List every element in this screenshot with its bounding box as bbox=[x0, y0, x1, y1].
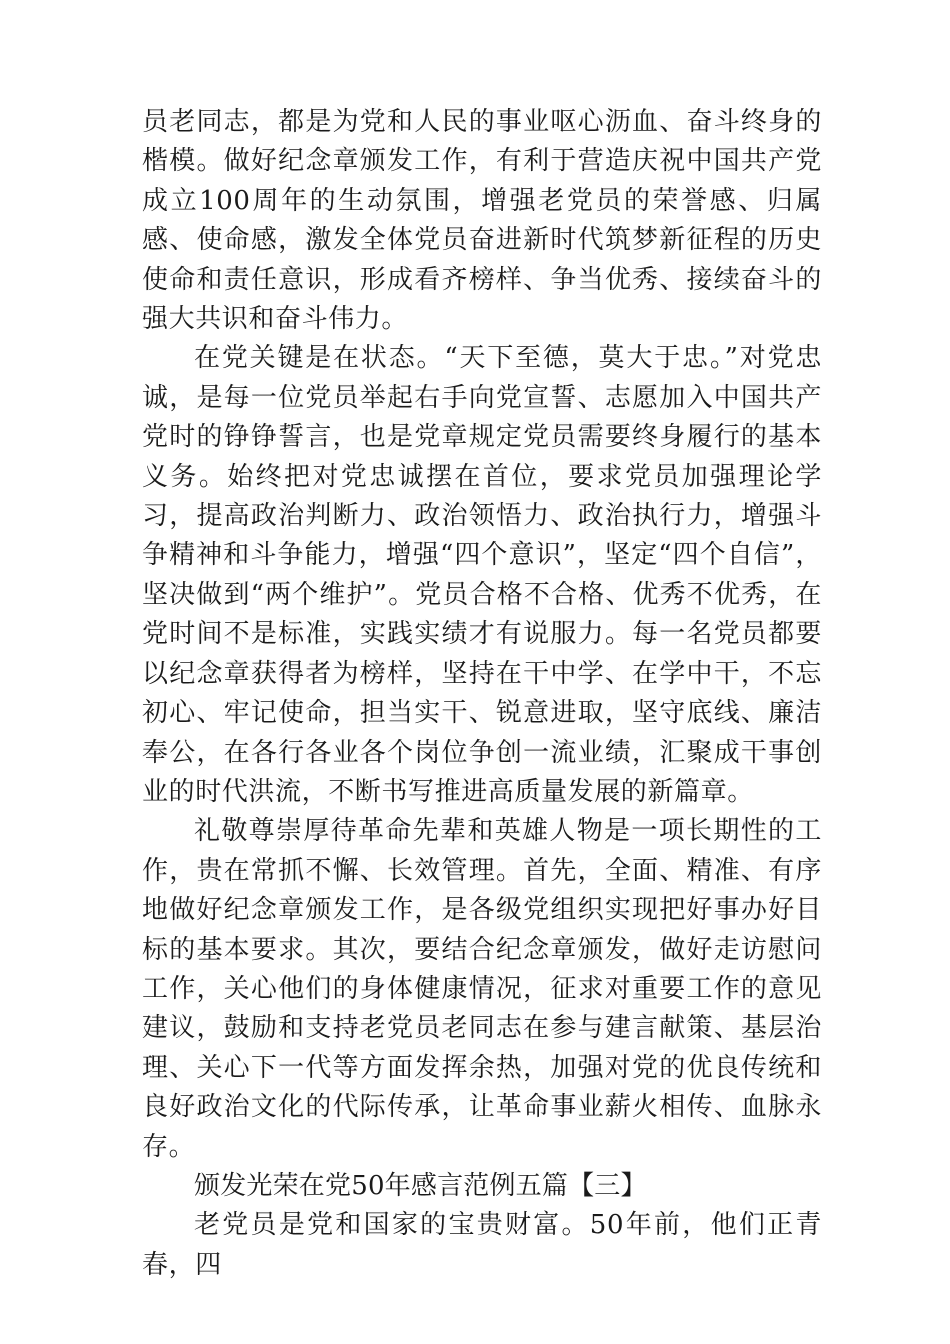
section-heading: 颁发光荣在党50年感言范例五篇【三】 bbox=[194, 1170, 647, 1201]
paragraph-respect: 礼敬尊崇厚待革命先辈和英雄人物是一项长期性的工作，贵在常抓不懈、长效管理。首先，全面、精准、有序地做好纪念章颁发工作，是各级党组织实现把好事办好目标的基本要求。其次，要结合纪念章颁发，做好走访慰问工作，关心他们的身体健康情况，征求对重要工作的意见建议，鼓励和支持老党员老同志在参与建言献策、基层治理、关心下一代等方面发挥余热，加强对党的优良传统和良好政治文化的代际传承，让革命事业薪火相传、血脉永存。 bbox=[142, 816, 822, 1162]
paragraph-old-members: 老党员是党和国家的宝贵财富。50年前，他们正青春，四 bbox=[142, 1210, 822, 1280]
paragraph-continuation: 员老同志，都是为党和人民的事业呕心沥血、奋斗终身的楷模。做好纪念章颁发工作，有利于营造庆祝中国共产党成立100周年的生动氛围，增强老党员的荣誉感、归属感、使命感，激发全体党员奋进新时代筑梦新征程的历史使命和责任意识，形成看齐榜样、争当优秀、接续奋斗的强大共识和奋斗伟力。 bbox=[142, 107, 822, 335]
paragraph-loyalty: 在党关键是在状态。“天下至德，莫大于忠。”对党忠诚，是每一位党员举起右手向党宣誓、志愿加入中国共产党时的铮铮誓言，也是党章规定党员需要终身履行的基本义务。始终把对党忠诚摆在首位，要求党员加强理论学习，提高政治判断力、政治领悟力、政治执行力，增强斗争精神和斗争能力，增强“四个意识”，坚定“四个自信”，坚决做到“两个维护”。党员合格不合格、优秀不优秀，在党时间不是标准，实践实绩才有说服力。每一名党员都要以纪念章获得者为榜样，坚持在干中学、在学中干，不忘初心、牢记使命，担当实干、锐意进取，坚守底线、廉洁奉公，在各行各业各个岗位争创一流业绩，汇聚成干事创业的时代洪流，不断书写推进高质量发展的新篇章。 bbox=[142, 343, 822, 807]
document-body bbox=[142, 103, 822, 1285]
